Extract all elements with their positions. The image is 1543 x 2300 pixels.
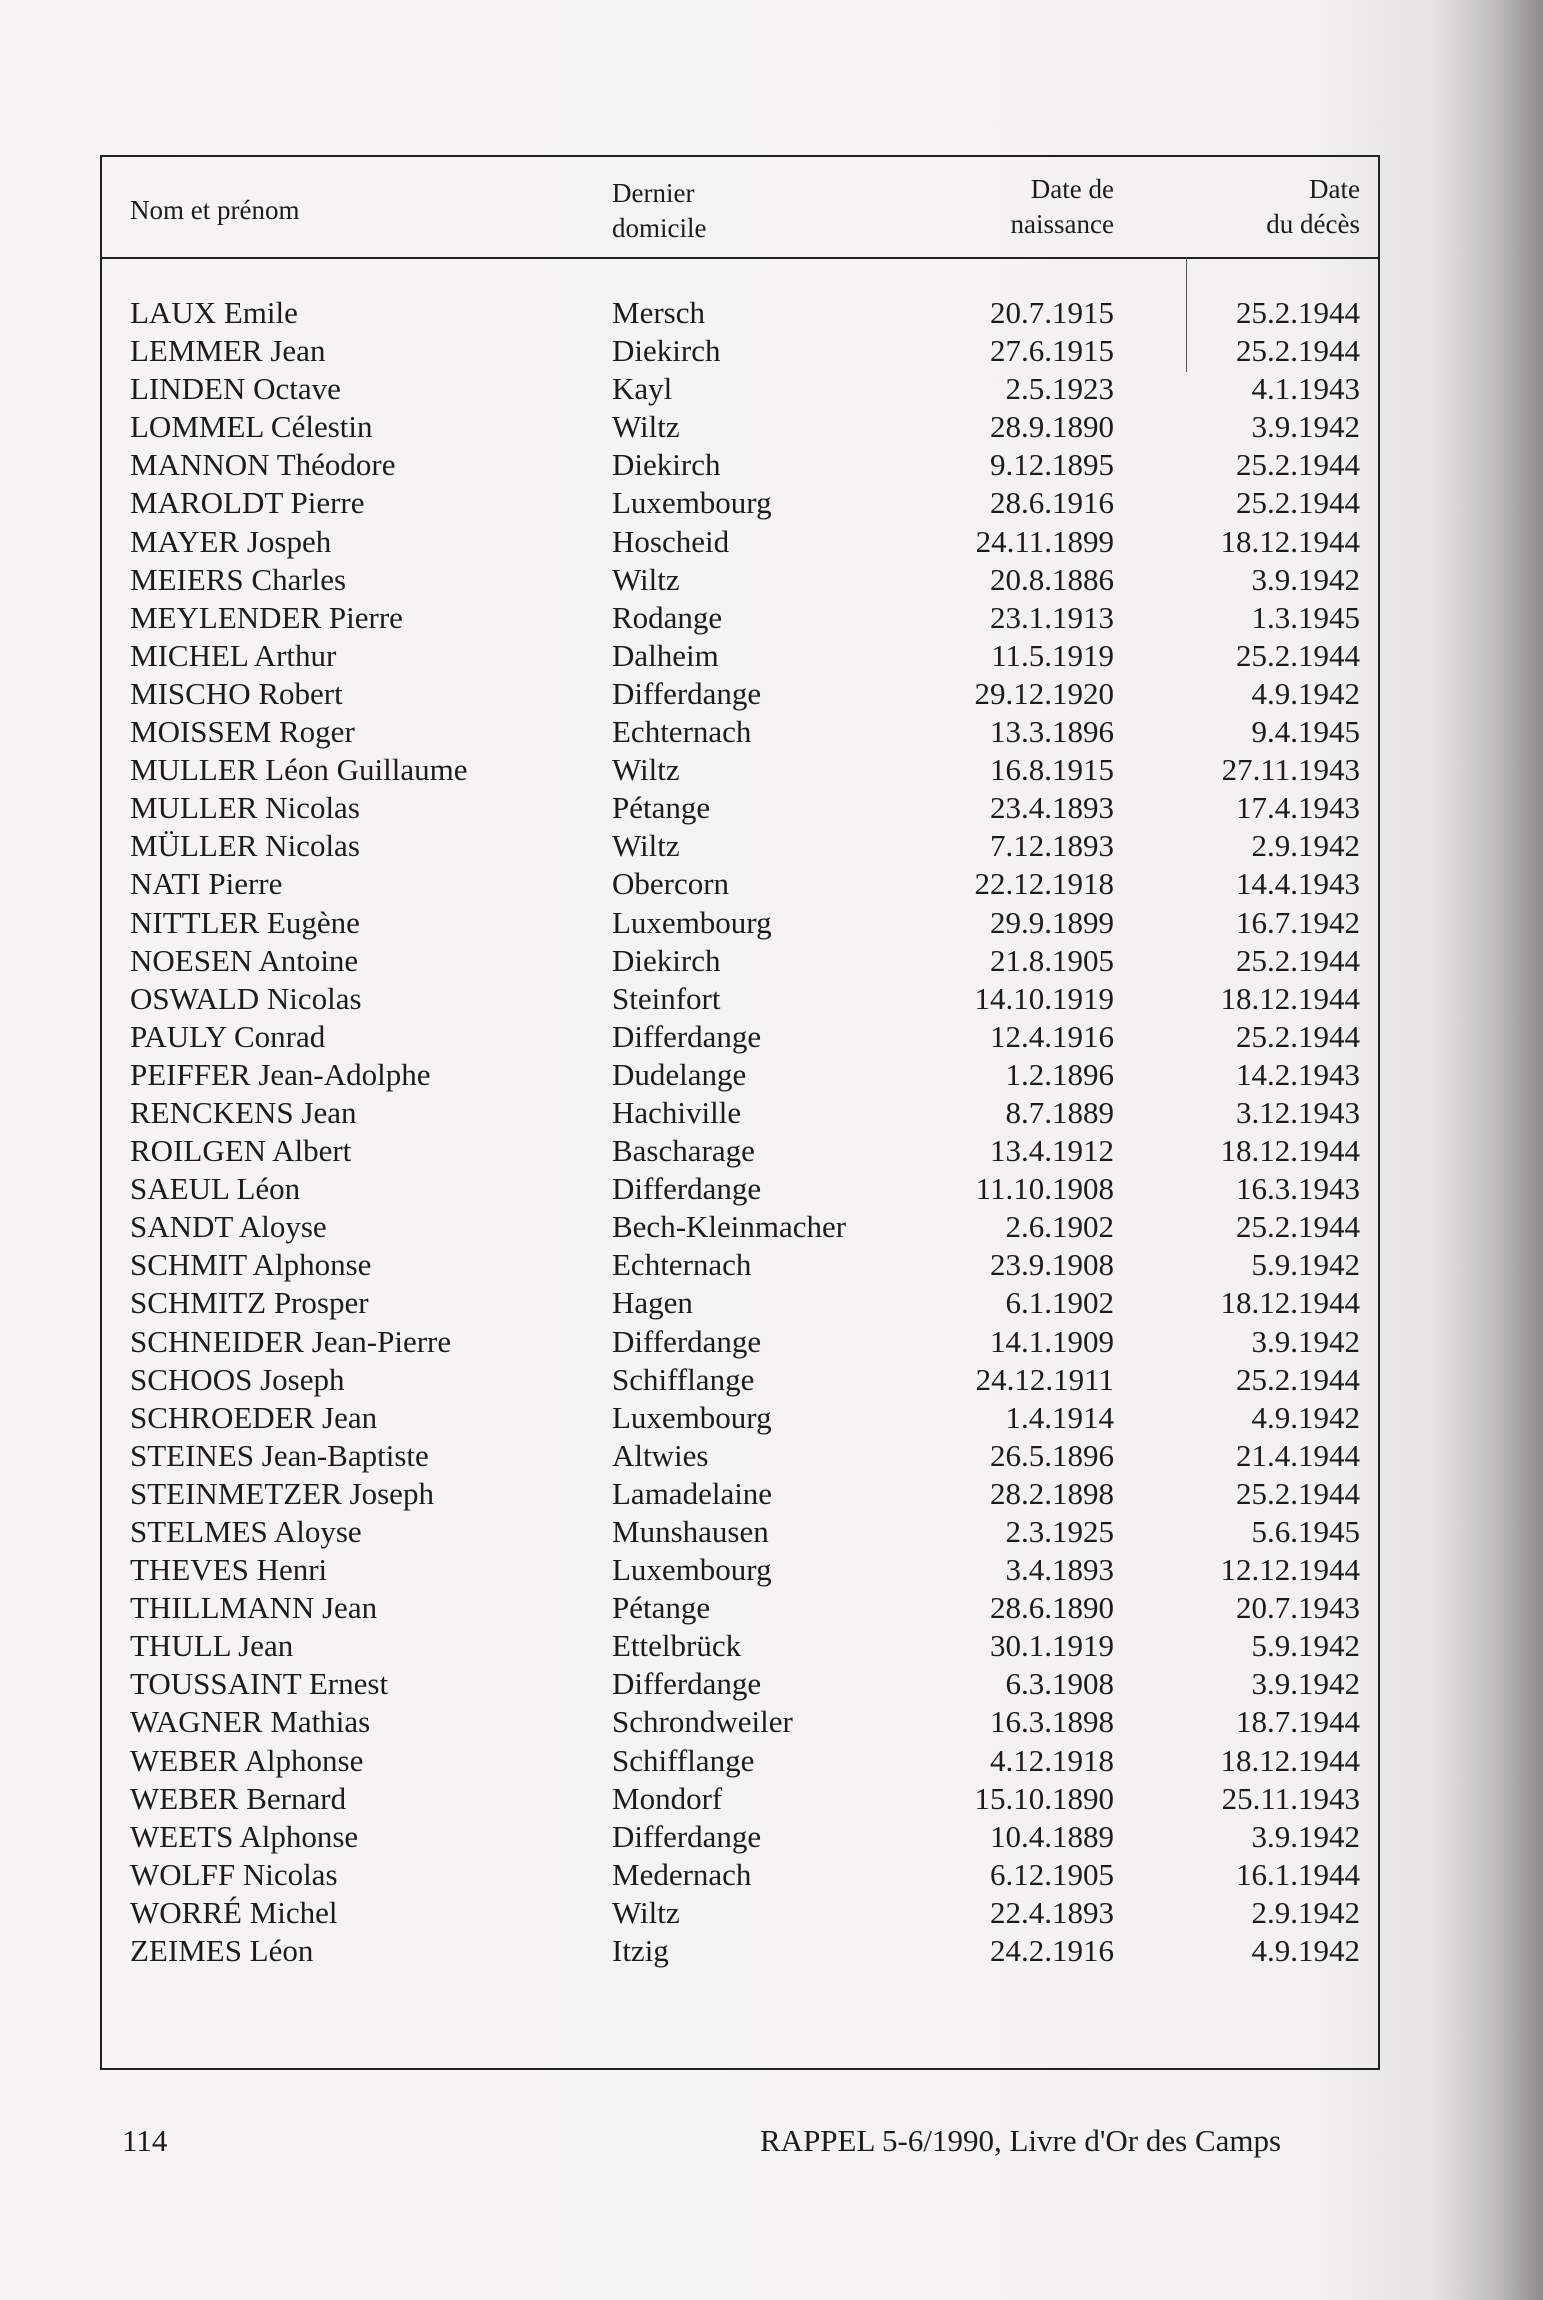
death-date: 25.2.1944 <box>1236 295 1360 330</box>
table-row <box>102 1856 1378 1894</box>
person-name: SAEUL Léon <box>130 1171 301 1207</box>
last-domicile: Mondorf <box>612 1780 723 1816</box>
death-date: 14.4.1943 <box>1236 866 1360 902</box>
table-row <box>102 1361 1378 1399</box>
person-name: MOISSEM Roger <box>130 714 355 750</box>
last-domicile: Luxembourg <box>612 1552 772 1588</box>
birth-date: 13.4.1912 <box>990 1133 1114 1169</box>
table-row <box>102 904 1378 942</box>
last-domicile: Wiltz <box>612 752 680 788</box>
last-domicile: Luxembourg <box>612 904 772 940</box>
death-date: 3.9.1942 <box>1251 409 1360 445</box>
person-name: THULL Jean <box>130 1628 294 1664</box>
last-domicile: Hagen <box>612 1285 693 1321</box>
person-name: WORRÉ Michel <box>130 1894 338 1930</box>
death-date: 25.2.1944 <box>1236 333 1360 369</box>
birth-date: 28.9.1890 <box>990 409 1114 445</box>
last-domicile: Luxembourg <box>612 1399 772 1435</box>
person-name: LAUX Emile <box>130 295 298 330</box>
person-name: LINDEN Octave <box>130 371 341 407</box>
last-domicile: Itzig <box>612 1933 669 1969</box>
person-name: MAYER Jospeh <box>130 523 332 559</box>
birth-date: 7.12.1893 <box>990 828 1114 864</box>
table-row <box>102 1475 1378 1513</box>
table-row <box>102 1170 1378 1208</box>
person-name: LEMMER Jean <box>130 333 326 369</box>
last-domicile: Schifflange <box>612 1361 755 1397</box>
birth-date: 23.4.1893 <box>990 790 1114 826</box>
last-domicile: Pétange <box>612 1590 711 1626</box>
birth-date: 22.12.1918 <box>974 866 1114 902</box>
death-date: 2.9.1942 <box>1251 1894 1360 1930</box>
person-name: LOMMEL Célestin <box>130 409 373 445</box>
birth-date: 16.3.1898 <box>990 1704 1114 1740</box>
death-date: 5.6.1945 <box>1251 1514 1360 1549</box>
death-date: 21.4.1944 <box>1236 1437 1360 1473</box>
table-row <box>102 294 1378 332</box>
last-domicile: Munshausen <box>612 1514 769 1549</box>
table-row <box>102 1665 1378 1703</box>
person-name: WEBER Bernard <box>130 1780 347 1816</box>
birth-date: 11.5.1919 <box>991 637 1114 673</box>
death-date: 2.9.1942 <box>1251 828 1360 864</box>
person-name: WOLFF Nicolas <box>130 1856 338 1892</box>
last-domicile: Wiltz <box>612 828 680 864</box>
death-date: 20.7.1943 <box>1236 1590 1360 1626</box>
birth-date: 1.2.1896 <box>1005 1056 1114 1092</box>
person-name: WEETS Alphonse <box>130 1818 359 1854</box>
death-date: 4.1.1943 <box>1251 371 1360 407</box>
person-name: THEVES Henri <box>130 1552 328 1588</box>
person-name: WEBER Alphonse <box>130 1742 364 1778</box>
birth-date: 26.5.1896 <box>990 1437 1114 1473</box>
birth-date: 10.4.1889 <box>990 1818 1114 1854</box>
table-row <box>102 1437 1378 1475</box>
page-number: 114 <box>122 2123 168 2158</box>
last-domicile: Differdange <box>612 1018 762 1054</box>
death-date: 3.9.1942 <box>1251 1323 1360 1359</box>
source-citation: RAPPEL 5-6/1990, Livre d'Or des Camps <box>760 2123 1282 2158</box>
table-row <box>102 1094 1378 1132</box>
table-row <box>102 1551 1378 1589</box>
birth-date: 6.12.1905 <box>990 1856 1114 1892</box>
table-row <box>102 370 1378 408</box>
death-date: 18.12.1944 <box>1220 1133 1360 1169</box>
table-row <box>102 1056 1378 1094</box>
last-domicile: Pétange <box>612 790 711 826</box>
last-domicile: Differdange <box>612 1818 762 1854</box>
birth-date: 16.8.1915 <box>990 752 1114 788</box>
birth-date: 2.3.1925 <box>1005 1514 1114 1549</box>
person-name: TOUSSAINT Ernest <box>130 1666 389 1702</box>
birth-date: 28.2.1898 <box>990 1475 1114 1511</box>
table-header <box>102 157 1378 259</box>
birth-date: 14.1.1909 <box>990 1323 1114 1359</box>
table-row <box>102 1818 1378 1856</box>
last-domicile: Lamadelaine <box>612 1475 773 1511</box>
death-date: 25.2.1944 <box>1236 942 1360 978</box>
table-row <box>102 1399 1378 1437</box>
death-date: 25.2.1944 <box>1236 1018 1360 1054</box>
last-domicile: Bech-Kleinmacher <box>612 1209 847 1245</box>
birth-date: 15.10.1890 <box>974 1780 1114 1816</box>
birth-date: 13.3.1896 <box>990 714 1114 750</box>
person-name: NOESEN Antoine <box>130 942 359 978</box>
death-date: 18.12.1944 <box>1220 1742 1360 1778</box>
death-date: 25.11.1943 <box>1221 1780 1360 1816</box>
death-date: 5.9.1942 <box>1251 1628 1360 1664</box>
person-name: MULLER Nicolas <box>130 790 360 826</box>
person-name: MÜLLER Nicolas <box>130 828 360 864</box>
person-name: ZEIMES Léon <box>130 1933 314 1969</box>
birth-date: 24.2.1916 <box>990 1933 1114 1969</box>
table-row <box>102 789 1378 827</box>
table-body <box>102 294 1378 1970</box>
death-date: 16.7.1942 <box>1236 904 1360 940</box>
birth-date: 12.4.1916 <box>990 1018 1114 1054</box>
table-row <box>102 484 1378 522</box>
person-name: NITTLER Eugène <box>130 904 360 940</box>
person-name: MANNON Théodore <box>130 447 396 483</box>
death-date: 16.3.1943 <box>1236 1171 1360 1207</box>
last-domicile: Medernach <box>612 1856 752 1892</box>
death-date: 9.4.1945 <box>1251 714 1360 750</box>
table-row <box>102 1703 1378 1741</box>
last-domicile: Echternach <box>612 1247 752 1283</box>
death-date: 3.9.1942 <box>1251 561 1360 597</box>
birth-date: 30.1.1919 <box>990 1628 1114 1664</box>
person-name: PEIFFER Jean-Adolphe <box>130 1056 431 1092</box>
last-domicile: Ettelbrück <box>612 1628 742 1664</box>
table-row <box>102 446 1378 484</box>
person-name: NATI Pierre <box>130 866 283 902</box>
last-domicile: Diekirch <box>612 447 721 483</box>
birth-date: 29.12.1920 <box>974 675 1114 711</box>
death-date: 18.12.1944 <box>1220 523 1360 559</box>
last-domicile: Steinfort <box>612 980 721 1016</box>
person-name: ROILGEN Albert <box>130 1133 352 1169</box>
last-domicile: Echternach <box>612 714 752 750</box>
table-row <box>102 865 1378 903</box>
table-row <box>102 1742 1378 1780</box>
death-date: 17.4.1943 <box>1236 790 1360 826</box>
last-domicile: Hachiville <box>612 1094 742 1130</box>
last-domicile: Dalheim <box>612 637 719 673</box>
last-domicile: Differdange <box>612 675 762 711</box>
birth-date: 22.4.1893 <box>990 1894 1114 1930</box>
table-row <box>102 1627 1378 1665</box>
birth-date: 20.7.1915 <box>990 295 1114 330</box>
table-row <box>102 1132 1378 1170</box>
person-name: WAGNER Mathias <box>130 1704 371 1740</box>
death-date: 3.9.1942 <box>1251 1818 1360 1854</box>
death-date: 25.2.1944 <box>1236 447 1360 483</box>
last-domicile: Schrondweiler <box>612 1704 793 1740</box>
last-domicile: Differdange <box>612 1171 762 1207</box>
death-date: 16.1.1944 <box>1236 1856 1360 1892</box>
person-name: THILLMANN Jean <box>130 1590 378 1626</box>
person-name: MISCHO Robert <box>130 675 343 711</box>
table-row <box>102 942 1378 980</box>
person-name: MEIERS Charles <box>130 561 347 597</box>
person-name: SCHROEDER Jean <box>130 1399 378 1435</box>
birth-date: 14.10.1919 <box>974 980 1114 1016</box>
death-date: 25.2.1944 <box>1236 1209 1360 1245</box>
birth-date: 11.10.1908 <box>975 1171 1114 1207</box>
person-name: SCHOOS Joseph <box>130 1361 345 1397</box>
last-domicile: Diekirch <box>612 942 721 978</box>
death-date: 4.9.1942 <box>1251 1399 1360 1435</box>
last-domicile: Rodange <box>612 599 723 635</box>
death-date: 18.12.1944 <box>1220 980 1360 1016</box>
table-row <box>102 713 1378 751</box>
last-domicile: Wiltz <box>612 409 680 445</box>
last-domicile: Wiltz <box>612 1894 680 1930</box>
person-name: MULLER Léon Guillaume <box>130 752 468 788</box>
header-birth-date: Date de naissance <box>1010 174 1114 239</box>
person-name: SCHMITZ Prosper <box>130 1285 369 1321</box>
table-row <box>102 751 1378 789</box>
birth-date: 27.6.1915 <box>990 333 1114 369</box>
birth-date: 24.12.1911 <box>975 1361 1114 1397</box>
birth-date: 4.12.1918 <box>990 1742 1114 1778</box>
header-death-date: Date du décès <box>1266 174 1360 239</box>
table-row <box>102 332 1378 370</box>
table-row <box>102 1323 1378 1361</box>
last-domicile: Wiltz <box>612 561 680 597</box>
person-name: SCHNEIDER Jean-Pierre <box>130 1323 452 1359</box>
table-row <box>102 675 1378 713</box>
death-date: 18.12.1944 <box>1220 1285 1360 1321</box>
birth-date: 23.9.1908 <box>990 1247 1114 1283</box>
death-date: 27.11.1943 <box>1221 752 1360 788</box>
death-date: 4.9.1942 <box>1251 675 1360 711</box>
last-domicile: Bascharage <box>612 1133 755 1169</box>
birth-date: 6.1.1902 <box>1005 1285 1114 1321</box>
birth-date: 28.6.1890 <box>990 1590 1114 1626</box>
person-name: MAROLDT Pierre <box>130 485 365 521</box>
birth-date: 29.9.1899 <box>990 904 1114 940</box>
person-name: MEYLENDER Pierre <box>130 599 403 635</box>
birth-date: 6.3.1908 <box>1005 1666 1114 1702</box>
birth-date: 8.7.1889 <box>1005 1094 1114 1130</box>
death-date: 25.2.1944 <box>1236 485 1360 521</box>
birth-date: 24.11.1899 <box>975 523 1114 559</box>
person-name: SANDT Aloyse <box>130 1209 327 1245</box>
birth-date: 21.8.1905 <box>990 942 1114 978</box>
death-date: 14.2.1943 <box>1236 1056 1360 1092</box>
last-domicile: Differdange <box>612 1323 762 1359</box>
death-date: 25.2.1944 <box>1236 637 1360 673</box>
person-name: OSWALD Nicolas <box>130 980 362 1016</box>
person-name: STEINMETZER Joseph <box>130 1475 434 1511</box>
table-row <box>102 599 1378 637</box>
death-date: 18.7.1944 <box>1236 1704 1360 1740</box>
table-row <box>102 523 1378 561</box>
table-row <box>102 1246 1378 1284</box>
table-row <box>102 980 1378 1018</box>
last-domicile: Differdange <box>612 1666 762 1702</box>
table-row <box>102 1208 1378 1246</box>
memorial-table <box>100 155 1380 2070</box>
last-domicile: Obercorn <box>612 866 730 902</box>
death-date: 25.2.1944 <box>1236 1361 1360 1397</box>
death-date: 3.9.1942 <box>1251 1666 1360 1702</box>
table-row <box>102 1589 1378 1627</box>
last-domicile: Dudelange <box>612 1056 747 1092</box>
person-name: STEINES Jean-Baptiste <box>130 1437 429 1473</box>
person-name: SCHMIT Alphonse <box>130 1247 372 1283</box>
last-domicile: Altwies <box>612 1437 709 1473</box>
death-date: 3.12.1943 <box>1236 1094 1360 1130</box>
death-date: 5.9.1942 <box>1251 1247 1360 1283</box>
table-row <box>102 1780 1378 1818</box>
table-row <box>102 1513 1378 1551</box>
last-domicile: Schifflange <box>612 1742 755 1778</box>
birth-date: 20.8.1886 <box>990 561 1114 597</box>
death-date: 25.2.1944 <box>1236 1475 1360 1511</box>
header-domicile: Dernier domicile <box>612 178 707 243</box>
person-name: RENCKENS Jean <box>130 1094 357 1130</box>
person-name: PAULY Conrad <box>130 1018 326 1054</box>
table-row <box>102 827 1378 865</box>
last-domicile: Luxembourg <box>612 485 772 521</box>
table-row <box>102 637 1378 675</box>
birth-date: 2.6.1902 <box>1005 1209 1114 1245</box>
death-date: 1.3.1945 <box>1251 599 1360 635</box>
birth-date: 2.5.1923 <box>1005 371 1114 407</box>
birth-date: 23.1.1913 <box>990 599 1114 635</box>
table-row <box>102 1932 1378 1970</box>
table-row <box>102 1284 1378 1322</box>
table-row <box>102 1018 1378 1056</box>
birth-date: 28.6.1916 <box>990 485 1114 521</box>
last-domicile: Mersch <box>612 295 705 330</box>
last-domicile: Kayl <box>612 371 673 407</box>
birth-date: 3.4.1893 <box>1005 1552 1114 1588</box>
death-date: 4.9.1942 <box>1251 1933 1360 1969</box>
person-name: STELMES Aloyse <box>130 1514 362 1549</box>
birth-date: 9.12.1895 <box>990 447 1114 483</box>
birth-date: 1.4.1914 <box>1005 1399 1114 1435</box>
last-domicile: Hoscheid <box>612 523 730 559</box>
death-date: 12.12.1944 <box>1220 1552 1360 1588</box>
table-row <box>102 1894 1378 1932</box>
table-row <box>102 408 1378 446</box>
person-name: MICHEL Arthur <box>130 637 337 673</box>
table-row <box>102 561 1378 599</box>
last-domicile: Diekirch <box>612 333 721 369</box>
header-name: Nom et prénom <box>130 195 300 225</box>
